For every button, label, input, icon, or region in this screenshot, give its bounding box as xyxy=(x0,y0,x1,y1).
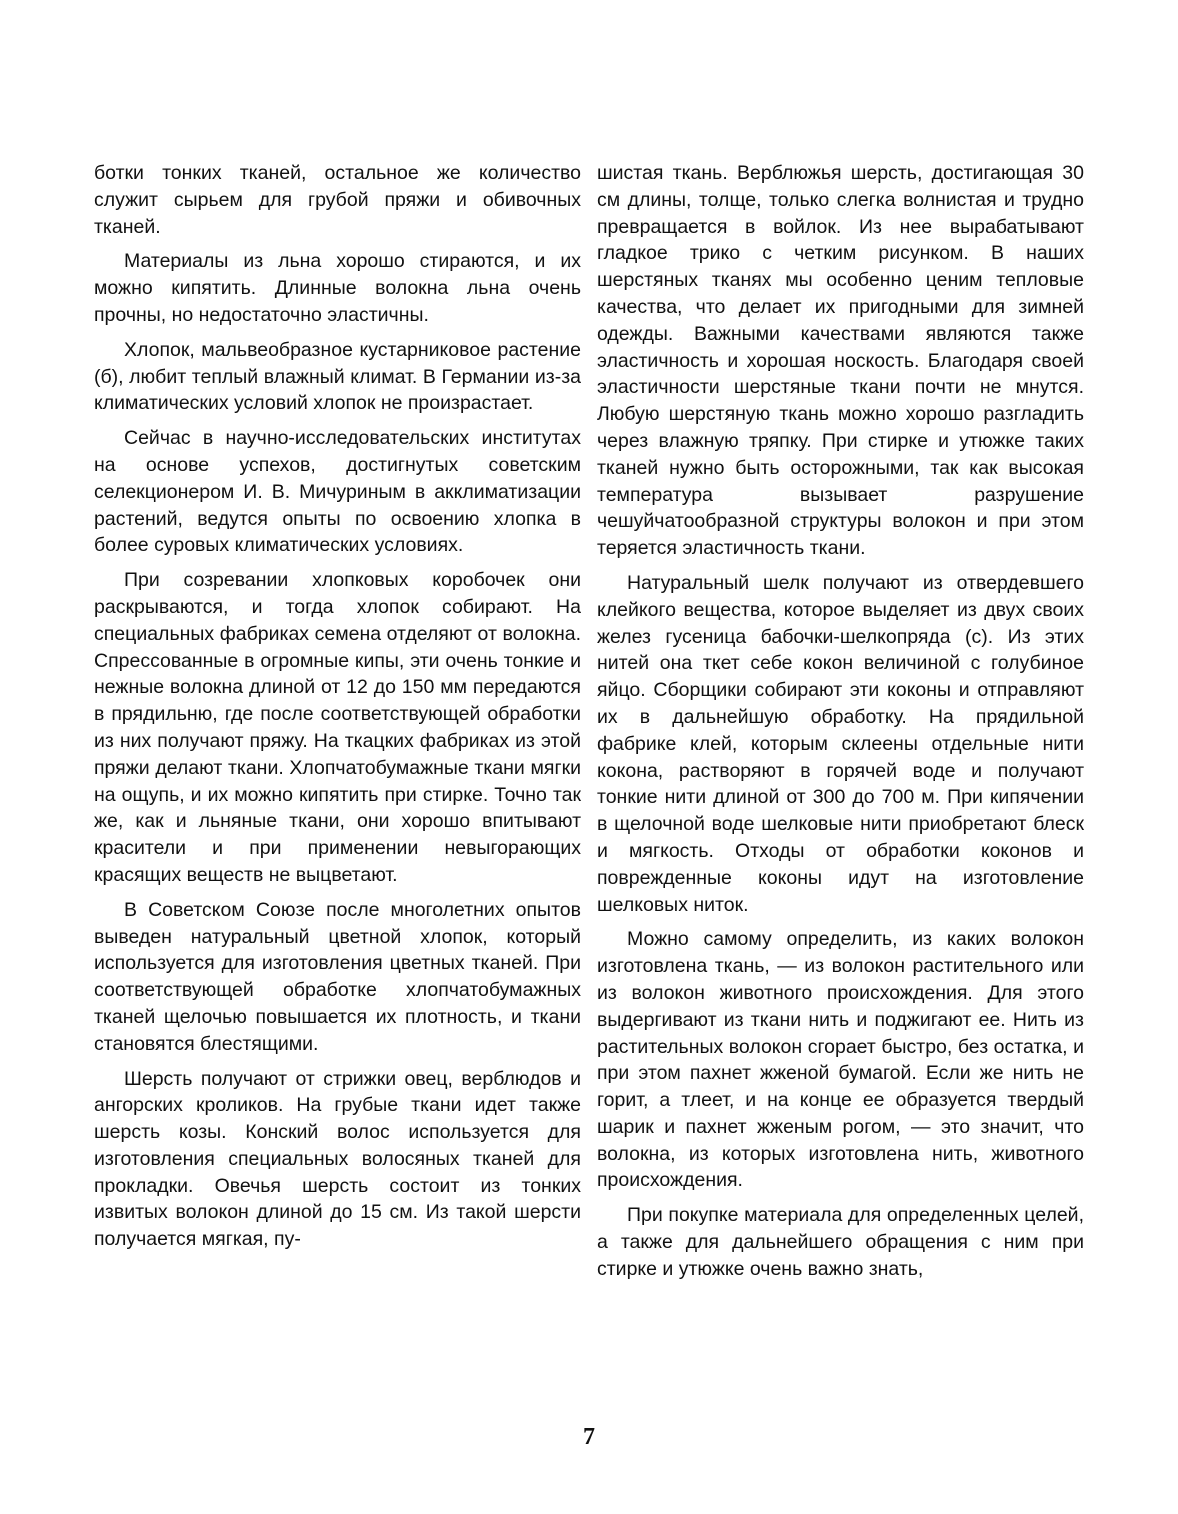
paragraph: При созревании хлопковых коробочек они раскрываются, и тогда хлопок собирают. На специальных фабриках семена отделяют от волокна. Спрессованные в огромные кипы, эти очень тонкие и нежные волокна длиной от 12 до 150 мм передаются в прядильню, где после соответствующей обработки из них получают пряжу. На ткацких фабриках из этой пряжи делают ткани. Хлопчатобумажные ткани мягки на ощупь, и их можно кипятить при стирке. Точно так же, как и льняные ткани, они хорошо впитывают красители и при применении невыгорающих красящих веществ не выцветают. xyxy=(94,569,581,886)
paragraph: шистая ткань. Верблюжья шерсть, достигающая 30 см длины, толще, только слегка волнистая и трудно превращается в войлок. Из нее вырабатывают гладкое трико с четким рисунком. В наших шерстяных тканях мы особенно ценим тепловые качества, что делает их пригодными для зимней одежды. Важными качествами являются также эластичность и хорошая носкость. Благодаря своей эластичности шерстяные ткани почти не мнутся. Любую шерстяную ткань можно хорошо разгладить через влажную тряпку. При стирке и утюжке таких тканей нужно быть осторожными, так как высокая температура вызывает разрушение чешуйчатообразной структуры волокон и при этом теряется эластичность ткани. xyxy=(597,162,1084,560)
paragraph: Хлопок, мальвеобразное кустарниковое растение (б), любит теплый влажный климат. В Германии из-за климатических условий хлопок не произрастает. xyxy=(94,338,581,415)
left-column xyxy=(94,160,581,1261)
paragraph: Материалы из льна хорошо стираются, и их можно кипятить. Длинные волокна льна очень прочны, но недостаточно эластичны. xyxy=(94,250,581,326)
paragraph: Шерсть получают от стрижки овец, верблюдов и ангорских кроликов. На грубые ткани идет также шерсть козы. Конский волос используется для изготовления специальных волосяных тканей для прокладки. Овечья шерсть состоит из тонких извитых волокон длиной до 15 см. Из такой шерсти получается мягкая, пу- xyxy=(94,1067,581,1251)
paragraph: При покупке материала для определенных целей, а также для дальнейшего обращения с ним при стирке и утюжке очень важно знать, xyxy=(597,1204,1084,1280)
paragraph: В Советском Союзе после многолетних опытов выведен натуральный цветной хлопок, который используется для изготовления цветных тканей. При соответствующей обработке хлопчатобумажных тканей щелочью повышается их плотность, и ткани становятся блестящими. xyxy=(94,898,581,1055)
paragraph: Натуральный шелк получают из отвердевшего клейкого вещества, которое выделяет из двух своих желез гусеница бабочки-шелкопряда (с). Из этих нитей она ткет себе кокон величиной с голубиное яйцо. Сборщики собирают эти коконы и отправляют их в дальнейшую обработку. На прядильной фабрике клей, которым склеены отдельные нити кокона, растворяют в горячей воде и получают тонкие нити длиной от 300 до 700 м. При кипячении в щелочной воде шелковые нити приобретают блеск и мягкость. Отходы от обработки коконов и поврежденные коконы идут на изготовление шелковых ниток. xyxy=(597,571,1084,916)
paragraph: ботки тонких тканей, остальное же количество служит сырьем для грубой пряжи и обивочных тканей. xyxy=(94,162,581,238)
paragraph: Можно самому определить, из каких волокон изготовлена ткань, — из волокон растительного или из волокон животного происхождения. Для этого выдергивают из ткани нить и поджигают ее. Нить из растительных волокон сгорает быстро, без остатка, и при этом пахнет жженой бумагой. Если же нить не горит, а тлеет, и на конце ее образуется твердый шарик и пахнет жженым рогом, — это значит, что волокна, из которых изготовлена нить, животного происхождения. xyxy=(597,928,1084,1192)
paragraph: Сейчас в научно-исследовательских институтах на основе успехов, достигнутых советским селекционером И. В. Мичуриным в акклиматизации растений, ведутся опыты по освоению хлопка в более суровых климатических условиях. xyxy=(94,427,581,557)
right-column xyxy=(597,160,1084,1291)
page-number: 7 xyxy=(583,1424,595,1450)
